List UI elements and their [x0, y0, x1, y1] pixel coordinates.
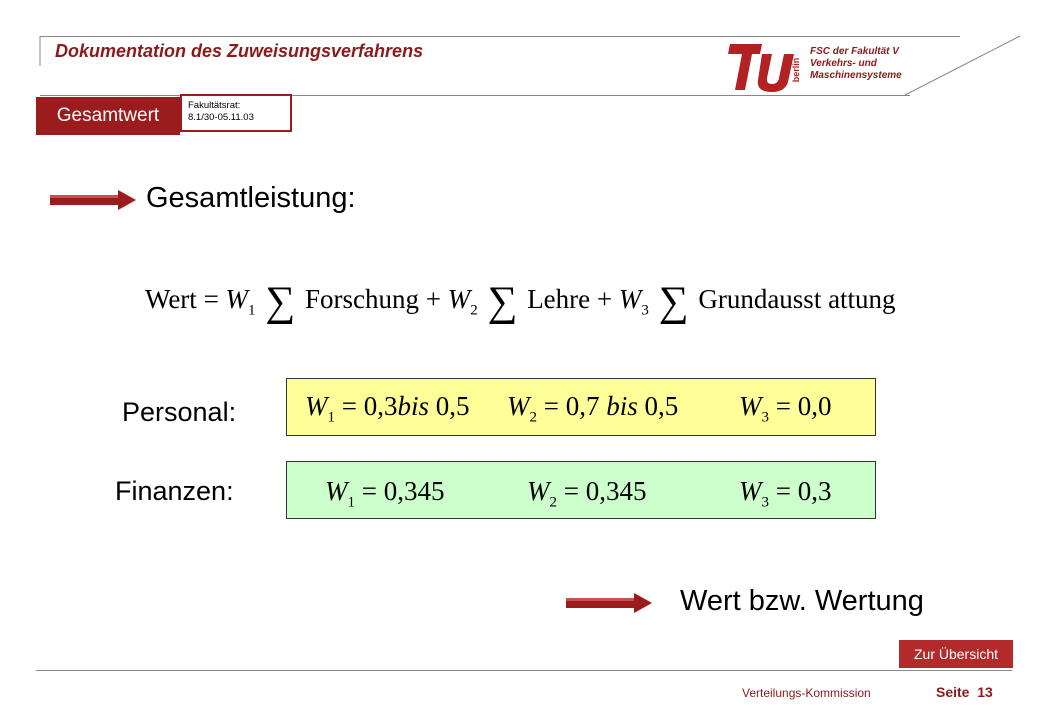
formula-term: Forschung — [305, 284, 419, 314]
reference-line: Fakultätsrat: — [188, 100, 241, 111]
weight-value: = 0,3 — [775, 476, 832, 506]
formula-plus: + — [596, 284, 613, 314]
weight-name: W — [739, 391, 762, 421]
weight-name: W — [325, 476, 348, 506]
section-badge: Gesamtwert — [36, 97, 180, 135]
weight-name: W — [739, 476, 762, 506]
weight-bis: bis — [606, 391, 638, 421]
page-label: Seite — [936, 684, 970, 700]
document-title: Dokumentation des Zuweisungsverfahrens — [55, 41, 424, 61]
weight-name: W — [305, 391, 328, 421]
finanzen-label: Finanzen: — [115, 476, 234, 506]
faculty-label — [810, 46, 902, 82]
sum-icon: ∑ — [658, 279, 689, 325]
right-arrow-icon — [566, 592, 652, 614]
weight-name: W — [507, 391, 530, 421]
formula-plus: + — [425, 284, 441, 314]
formula-weight-index: 2 — [470, 302, 478, 319]
weight-value: = 0,345 — [361, 476, 445, 506]
weight-index: 3 — [761, 409, 769, 426]
personal-w2 — [507, 391, 678, 426]
right-arrow-icon — [50, 189, 136, 211]
weight-value: = 0,7 — [543, 391, 600, 421]
formula-weight: W — [447, 284, 471, 314]
personal-label: Personal: — [122, 397, 237, 427]
finanzen-w2 — [527, 476, 646, 511]
personal-weights-box — [286, 378, 876, 436]
section-heading: Gesamtleistung: — [146, 182, 356, 214]
overview-button[interactable]: Zur Übersicht — [899, 640, 1013, 668]
weight-index: 1 — [347, 494, 355, 511]
weight-value: = 0,3 — [341, 391, 398, 421]
reference-box — [180, 94, 292, 132]
faculty-line: FSC der Fakultät V — [810, 46, 899, 57]
weight-value: = 0,0 — [775, 391, 832, 421]
footer-rule — [36, 670, 1012, 671]
formula-weight-index: 3 — [641, 302, 649, 319]
formula-term: Grundausst attung — [698, 284, 896, 314]
sum-icon: ∑ — [265, 279, 296, 325]
formula-equals: = — [203, 284, 219, 314]
weight-index: 1 — [327, 409, 335, 426]
formula-lhs: Wert — [145, 284, 197, 314]
formula-term: Lehre — [527, 284, 591, 314]
weight-index: 2 — [529, 409, 537, 426]
commission-label: Verteilungs-Kommission — [742, 686, 871, 700]
tu-logo-subtext: berlin — [791, 57, 801, 83]
formula-weight: W — [618, 284, 642, 314]
header-bottom-rule — [40, 95, 910, 96]
value-formula — [145, 278, 896, 326]
formula-weight: W — [225, 284, 249, 314]
page-value: 13 — [977, 684, 993, 700]
faculty-line: Verkehrs- und — [810, 58, 877, 69]
tu-berlin-logo — [728, 40, 804, 94]
finanzen-w3 — [739, 476, 831, 511]
finanzen-weights-box — [286, 461, 876, 519]
sum-icon: ∑ — [487, 279, 518, 325]
weight-index: 3 — [761, 494, 769, 511]
page-number — [936, 684, 993, 700]
formula-weight-index: 1 — [248, 302, 256, 319]
result-text: Wert bzw. Wertung — [680, 585, 924, 617]
finanzen-w1 — [325, 476, 444, 511]
faculty-line: Maschinensysteme — [810, 70, 902, 81]
personal-w3 — [739, 391, 831, 426]
weight-upper: 0,5 — [644, 391, 679, 421]
weight-value: = 0,345 — [563, 476, 647, 506]
reference-line: 8.1/30-05.11.03 — [188, 112, 254, 123]
weight-name: W — [527, 476, 550, 506]
weight-index: 2 — [549, 494, 557, 511]
weight-upper: 0,5 — [435, 391, 470, 421]
weight-bis: bis — [397, 391, 429, 421]
personal-w1 — [305, 391, 470, 426]
